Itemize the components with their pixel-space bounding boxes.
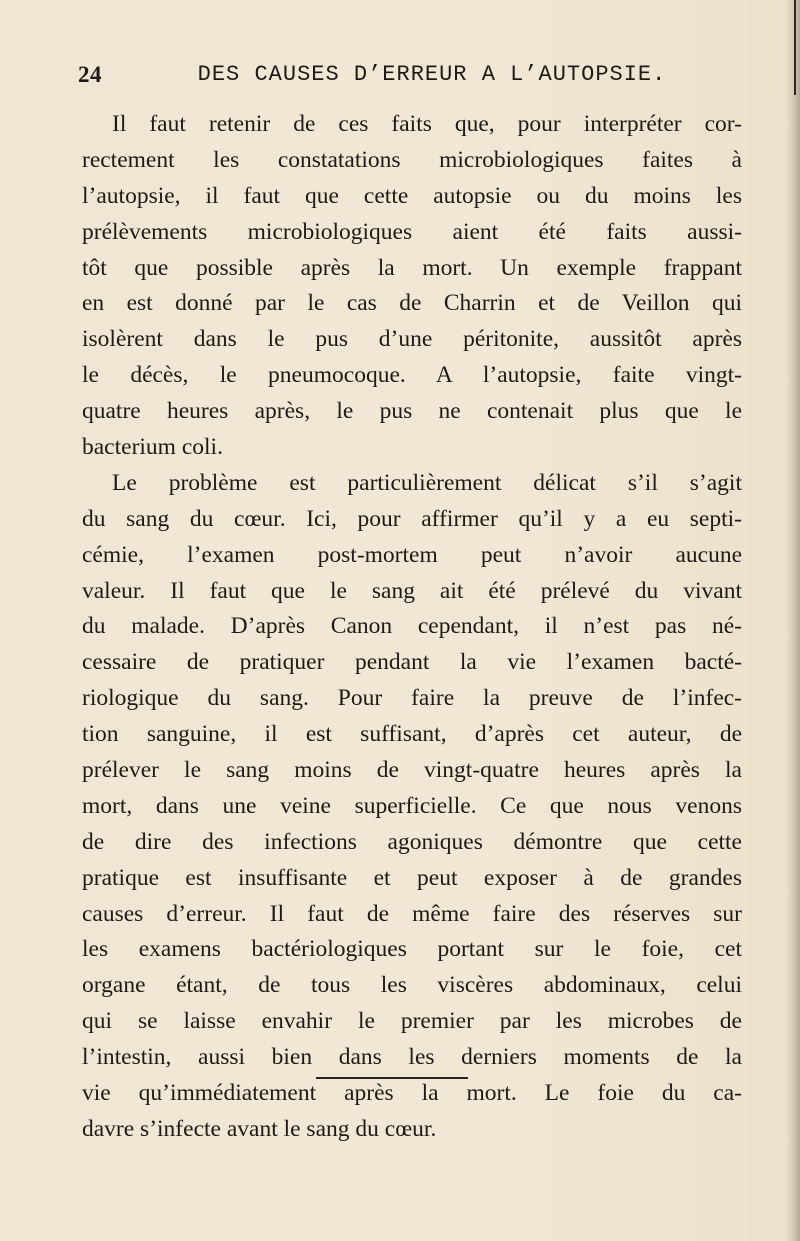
running-title: DES CAUSES D’ERREUR A L’AUTOPSIE. bbox=[197, 62, 667, 87]
text-line: cémie, l’examen post-mortem peut n’avoir aucune bbox=[82, 541, 742, 568]
page-edge-shadow bbox=[786, 0, 800, 1241]
text-line: riologique du sang. Pour faire la preuve de l’infec- bbox=[82, 685, 742, 712]
text-line: Le problème est particulièrement délicat s’il s’agit bbox=[112, 469, 742, 496]
text-line: pratique est insuffisante et peut exposer à de grandes bbox=[82, 864, 742, 891]
text-line: l’autopsie, il faut que cette autopsie ou du moins les bbox=[82, 182, 742, 209]
text-line: vie qu’immédiatement après la mort. Le foie du ca- bbox=[82, 1080, 742, 1107]
text-line: qui se laisse envahir le premier par les microbes de bbox=[82, 1008, 742, 1035]
page-edge-line bbox=[794, 0, 796, 95]
text-line: organe étant, de tous les viscères abdominaux, celui bbox=[82, 972, 742, 999]
text-line: isolèrent dans le pus d’une péritonite, aussitôt après bbox=[82, 326, 742, 353]
body-text bbox=[82, 107, 742, 1148]
text-line: du malade. D’après Canon cependant, il n’est pas né- bbox=[82, 613, 742, 640]
text-line: cessaire de pratiquer pendant la vie l’examen bacté- bbox=[82, 649, 742, 676]
text-line: le décès, le pneumocoque. A l’autopsie, faite vingt- bbox=[82, 362, 742, 389]
text-line: prélever le sang moins de vingt-quatre heures après la bbox=[82, 757, 742, 784]
text-line: valeur. Il faut que le sang ait été prélevé du vivant bbox=[82, 577, 742, 604]
running-head bbox=[78, 62, 738, 92]
text-line: prélèvements microbiologiques aient été faits aussi- bbox=[82, 218, 742, 245]
text-line: causes d’erreur. Il faut de même faire des réserves sur bbox=[82, 900, 742, 927]
text-line: l’intestin, aussi bien dans les derniers moments de la bbox=[82, 1044, 742, 1071]
text-line: rectement les constatations microbiologiques faites à bbox=[82, 146, 742, 173]
text-line: Il faut retenir de ces faits que, pour interpréter cor- bbox=[112, 111, 742, 137]
text-line: les examens bactériologiques portant sur le foie, cet bbox=[82, 936, 742, 963]
text-line: tôt que possible après la mort. Un exemple frappant bbox=[82, 254, 742, 281]
text-line: mort, dans une veine superficielle. Ce que nous venons bbox=[82, 792, 742, 819]
page-number: 24 bbox=[78, 62, 102, 87]
section-rule bbox=[316, 1077, 468, 1079]
text-line: tion sanguine, il est suffisant, d’après cet auteur, de bbox=[82, 721, 742, 748]
text-line: de dire des infections agoniques démontre que cette bbox=[82, 828, 742, 855]
text-line: quatre heures après, le pus ne contenait plus que le bbox=[82, 398, 742, 425]
text-line: davre s’infecte avant le sang du cœur. bbox=[82, 1115, 437, 1142]
text-line: en est donné par le cas de Charrin et de Veillon qui bbox=[82, 290, 742, 317]
text-line: bacterium coli. bbox=[82, 434, 223, 461]
text-line: du sang du cœur. Ici, pour affirmer qu’il y a eu septi- bbox=[82, 505, 742, 532]
